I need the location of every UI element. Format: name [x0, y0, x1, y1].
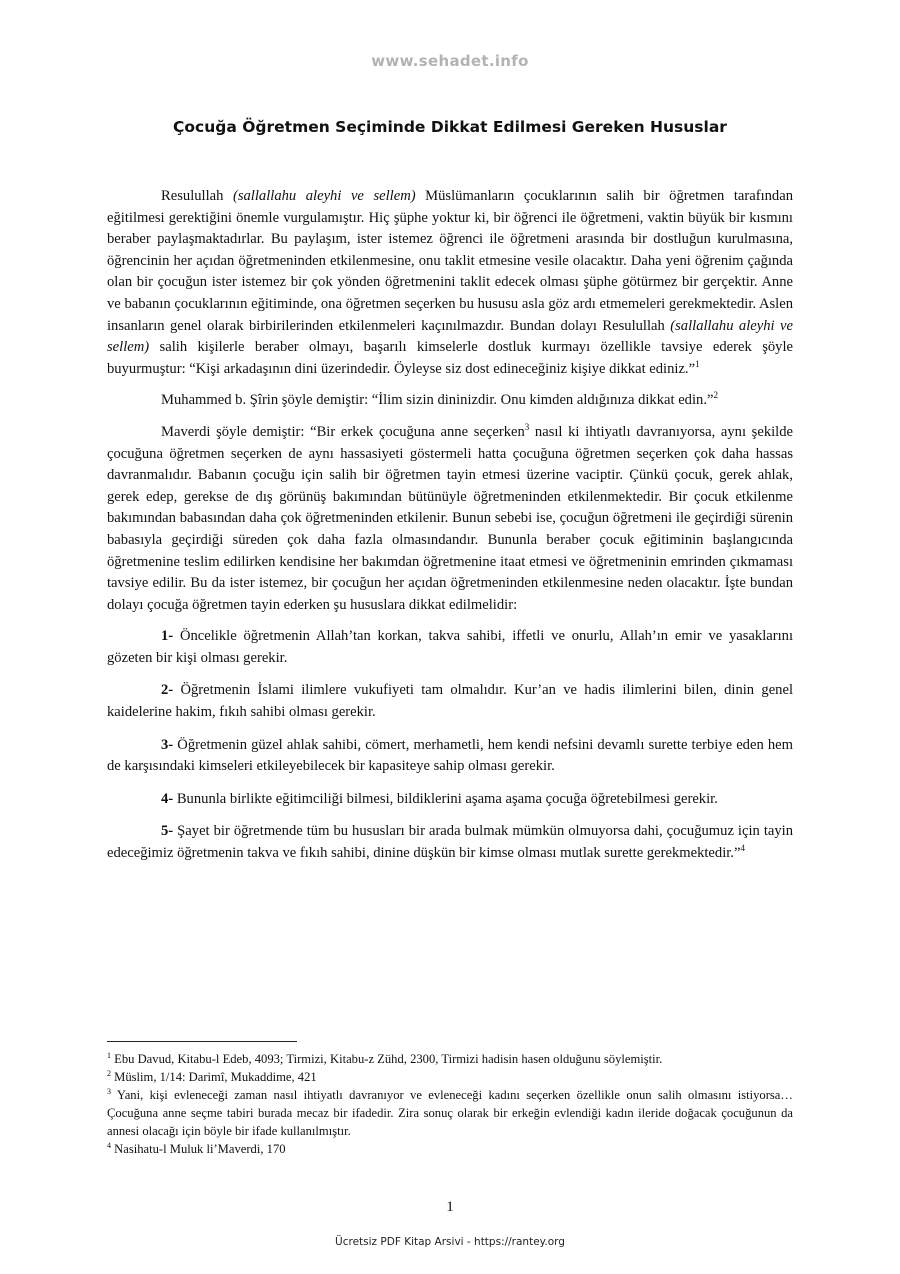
article-body [107, 186, 793, 876]
paragraph-text: Maverdi şöyle demiştir: “Bir erkek çocuğuna anne seçerken [161, 423, 525, 440]
paragraph-text: nasıl ki ihtiyatlı davranıyorsa, aynı şekilde çocuğuna öğretmen seçerken de aynı hassasiyeti göstermeli hatta çocuğuna öğretmen seçerken çok daha hassas davranmalıdır. Babanın çocuğu için salih bir öğretmen tayin etmesi üzerine vaciptir. Çünkü çocuk, gerek ahlak, gerek edep, gerekse de dış görünüş bakımından bütünüyle öğretmeninden etkilenmektedir. Bir çocuk etkilenme bakımından babasından daha çok öğretmeninden etkilenir. Bunun sebebi ise, çocuğun öğretmeni ile geçirdiği sürenin babasıyla geçirdiği süreden çok daha fazla olmasındandır. Bununla beraber çocuk eğitiminin başlangıcında öğretmenine teslim edilirken kendisine her bakımdan öğretmenine itaat etmesi ve öğretmeninin emrinden çıkmaması tavsiye edilir. Bu da ister istemez, bir çocuğun her açıdan öğretmeninden etkilenmesine neden olacaktır. İşte bundan dolayı çocuğa öğretmen tayin ederken şu hususlara dikkat edilmelidir: [107, 423, 793, 613]
footnote-text: Müslim, 1/14: Darimî, Mukaddime, 421 [111, 1070, 317, 1084]
footnote-text: Ebu Davud, Kitabu-l Edeb, 4093; Tirmizi, Kitabu-z Zühd, 2300, Tirmizi hadisin hasen olduğunu söylemiştir. [111, 1052, 663, 1066]
footnote-4 [107, 1140, 793, 1158]
paragraph-text: salih kişilerle beraber olmayı, başarılı kimselerle dostluk kurmayı özellikle tavsiye ederek şöyle buyurmuştur: “Kişi arkadaşının dini üzerindedir. Öyleyse siz dost edineceğiniz kişiye dikkat ediniz.” [107, 339, 793, 377]
footnote-number: 2 [107, 1069, 111, 1078]
list-item [107, 789, 793, 811]
footnote-text: Nasihatu-l Muluk li’Maverdi, 170 [111, 1142, 286, 1156]
footnote-ref-1[interactable]: 1 [695, 358, 700, 369]
footnote-2 [107, 1068, 793, 1086]
item-text: Öncelikle öğretmenin Allah’tan korkan, takva sahibi, iffetli ve onurlu, Allah’ın emir ve yasaklarını gözeten bir kişi olması gerekir. [107, 628, 793, 666]
footnote-number: 3 [107, 1087, 111, 1096]
item-text: Şayet bir öğretmende tüm bu hususları bir arada bulmak mümkün olmuyorsa dahi, çocuğumuz için tayin edeceğimiz öğretmenin takva ve fıkıh sahibi, dinine düşkün bir kimse olması mutlak surette gerekmektedir.” [107, 823, 793, 862]
salutation-italic: (sallallahu aleyhi ve sellem) [107, 317, 793, 356]
footnotes [107, 1050, 793, 1158]
footnote-divider [107, 1041, 297, 1042]
item-number: 3- [161, 736, 174, 753]
footnote-ref-2[interactable]: 2 [713, 390, 718, 401]
item-number: 1- [161, 628, 174, 645]
footer-credit: Ücretsiz PDF Kitap Arsivi - https://rantey.org [335, 1236, 565, 1248]
page-number: 1 [446, 1199, 454, 1215]
item-text: Öğretmenin İslami ilimlere vukufiyeti tam olmalıdır. Kur’an ve hadis ilimlerini bilen, dinin genel kaidelerine hakim, fıkıh sahibi olması gerekir. [107, 682, 793, 721]
paragraph-3 [107, 422, 793, 616]
item-number: 5- [161, 823, 174, 840]
header-watermark-url: www.sehadet.info [371, 52, 529, 70]
footnote-number: 1 [107, 1051, 111, 1060]
footnote-3 [107, 1086, 793, 1140]
footnote-ref-4[interactable]: 4 [740, 843, 745, 854]
paragraph-text: Muhammed b. Şîrin şöyle demiştir: “İlim sizin dininizdir. Onu kimden aldığınıza dikkat edin.” [161, 392, 714, 409]
paragraph-text: Müslümanların çocuklarının salih bir öğretmen tarafından eğitilmesi gerektiğini önemle vurgulamıştır. Hiç şüphe yoktur ki, bir öğrenci ile öğretmeni, vaktin büyük bir kısmını beraber paylaşmaktadırlar. Bu paylaşım, ister istemez öğrenci ile öğretmeni arasında bir dostluğun kurulmasına, öğrencinin her açıdan öğretmeninden etkilenmesine, onu taklit etmesine vesile olacaktır. Daha yeni öğrenim çağında olan bir çocuğun ister istemez bir çok yönden öğretmenini taklit edecek olması şüphe götürmez bir gerçektir. Anne ve babanın çocuklarının eğitiminde, ona öğretmen seçerken bu hususu asla göz ardı etmemeleri gerekmektedir. Aslen insanların genel olarak birbirilerinden etkilenmeleri kaçınılmazdır. Bundan dolayı Resulullah [107, 188, 793, 334]
paragraph-2 [107, 390, 793, 412]
list-item [107, 680, 793, 723]
footnote-text: Yani, kişi evleneceği zaman nasıl ihtiyatlı davranıyor ve evleneceği kadını seçerken özellikle onun salih olmasını istiyorsa… Çocuğuna anne seçme tabiri burada mecaz bir ifadedir. Zira sonuç olarak bir erkeğin evlendiği kadın ileride doğacak çocuğunun da annesi olacağı için böyle bir ifade kullanılmıştır. [107, 1088, 793, 1138]
item-text: Öğretmenin güzel ahlak sahibi, cömert, merhametli, hem kendi nefsini devamlı surette terbiye eden hem de karşısındaki kimseleri etkileyebilecek bir kapasiteye sahip olması gerekir. [107, 736, 793, 775]
footnote-number: 4 [107, 1141, 111, 1150]
footnote-ref-3[interactable]: 3 [524, 421, 530, 432]
paragraph-1 [107, 186, 793, 380]
footnote-1 [107, 1050, 793, 1068]
list-item [107, 821, 793, 864]
list-item [107, 735, 793, 778]
list-item [107, 626, 793, 669]
paragraph-text: Resulullah [161, 188, 233, 204]
item-number: 4- [161, 790, 174, 807]
salutation-italic: (sallallahu aleyhi ve sellem) [232, 188, 416, 204]
page-title: Çocuğa Öğretmen Seçiminde Dikkat Edilmesi Gereken Hususlar [173, 118, 727, 136]
item-text: Bununla birlikte eğitimciliği bilmesi, bildiklerini aşama aşama çocuğa öğretebilmesi gerekir. [173, 790, 718, 807]
item-number: 2- [161, 682, 174, 699]
